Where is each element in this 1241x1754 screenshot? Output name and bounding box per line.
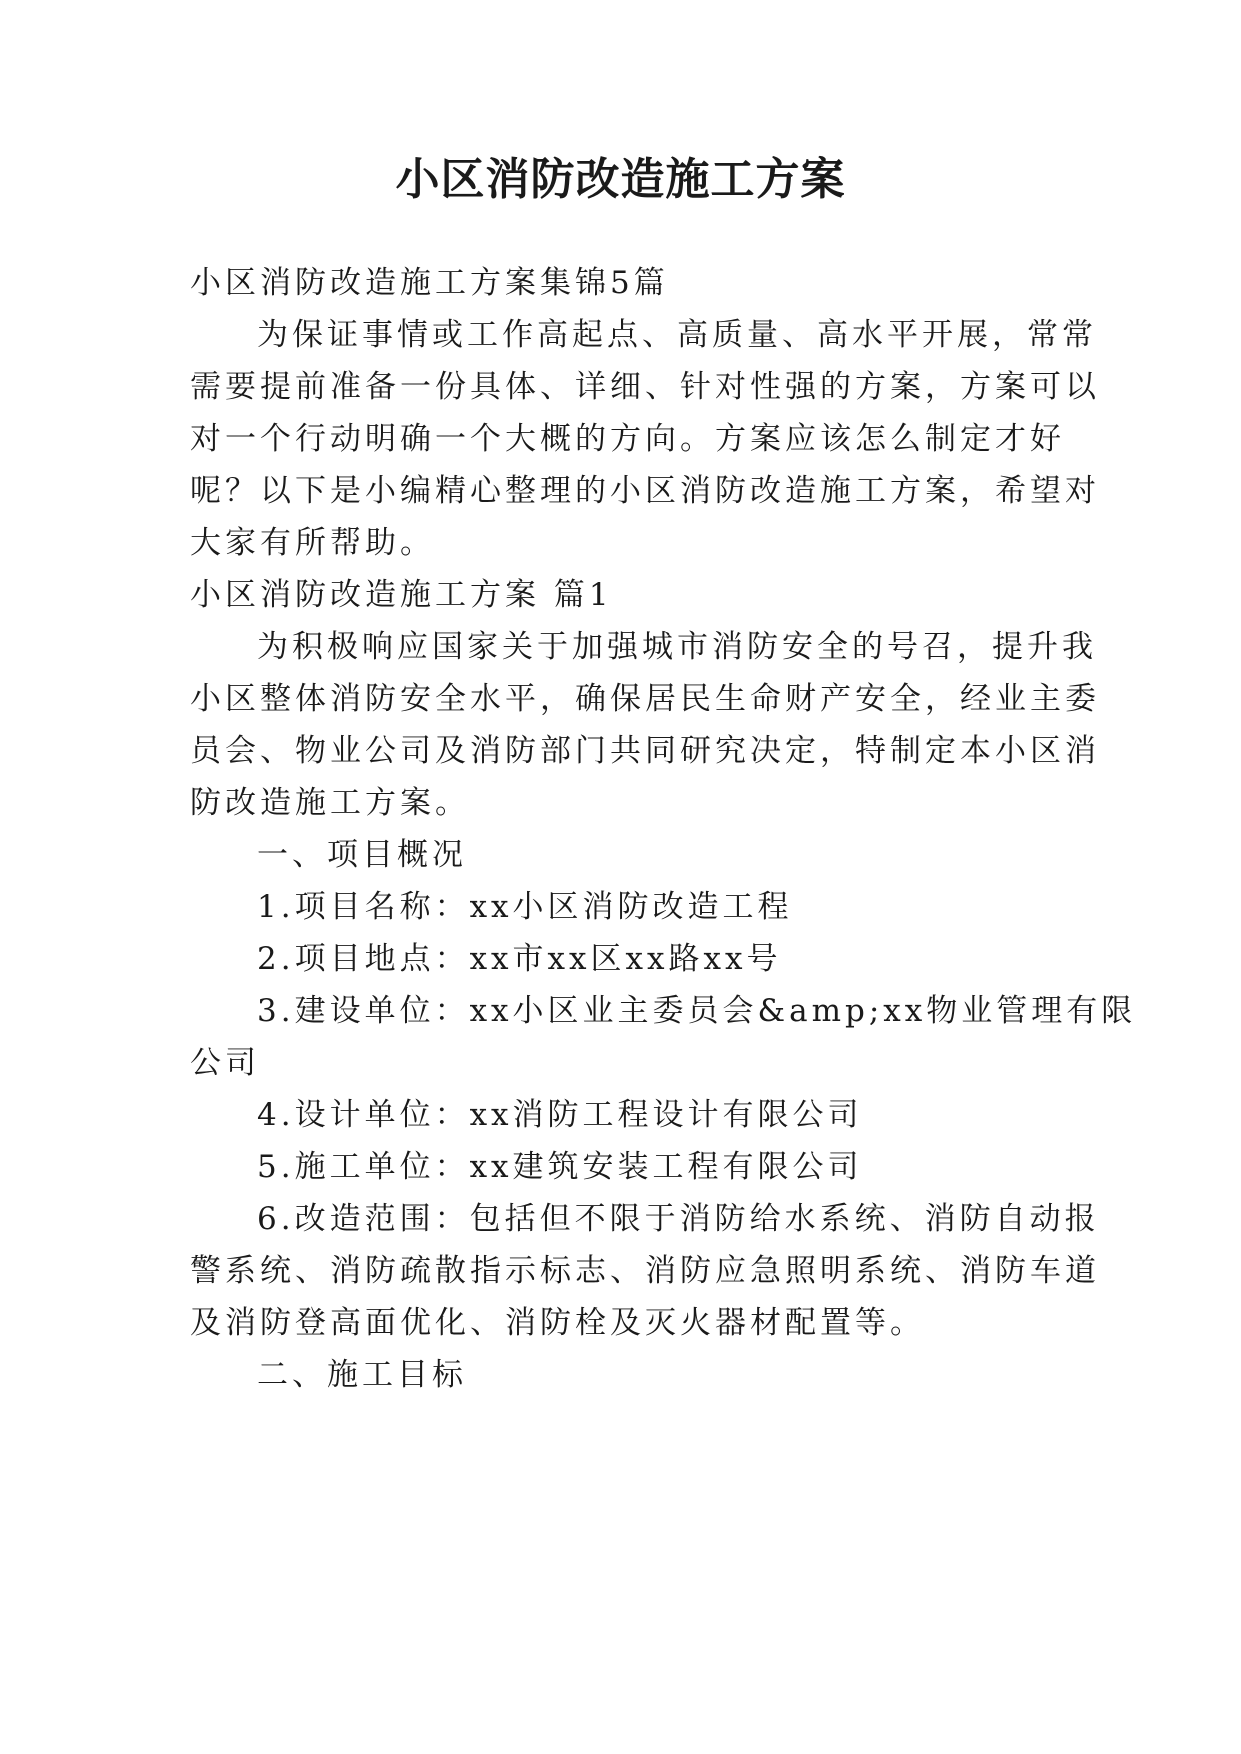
intro-line: 大家有所帮助。 <box>190 525 435 561</box>
list-item: 2.项目地点：xx市xx区xx路xx号 <box>257 941 782 977</box>
intro-line: 呢？以下是小编精心整理的小区消防改造施工方案，希望对 <box>190 473 1100 509</box>
body-line: 防改造施工方案。 <box>190 785 470 821</box>
list-item-continuation: 公司 <box>190 1045 260 1081</box>
intro-line: 对一个行动明确一个大概的方向。方案应该怎么制定才好 <box>190 421 1065 457</box>
intro-line: 需要提前准备一份具体、详细、针对性强的方案，方案可以 <box>190 369 1100 405</box>
document-title: 小区消防改造施工方案 <box>395 154 846 205</box>
subheading-construction-goals: 二、施工目标 <box>257 1357 467 1393</box>
body-line: 为积极响应国家关于加强城市消防安全的号召，提升我 <box>257 629 1097 665</box>
body-line: 小区整体消防安全水平，确保居民生命财产安全，经业主委 <box>190 681 1100 717</box>
collection-heading: 小区消防改造施工方案集锦5篇 <box>190 265 669 301</box>
section-heading-part1: 小区消防改造施工方案 篇1 <box>190 577 613 613</box>
list-item: 3.建设单位：xx小区业主委员会&amp;xx物业管理有限 <box>257 993 1137 1029</box>
intro-line: 为保证事情或工作高起点、高质量、高水平开展，常常 <box>257 317 1097 353</box>
body-line: 员会、物业公司及消防部门共同研究决定，特制定本小区消 <box>190 733 1100 769</box>
list-item: 5.施工单位：xx建筑安装工程有限公司 <box>257 1149 863 1185</box>
list-item-continuation: 警系统、消防疏散指示标志、消防应急照明系统、消防车道 <box>190 1253 1100 1289</box>
list-item: 4.设计单位：xx消防工程设计有限公司 <box>257 1097 863 1133</box>
list-item-continuation: 及消防登高面优化、消防栓及灭火器材配置等。 <box>190 1305 925 1341</box>
list-item: 1.项目名称：xx小区消防改造工程 <box>257 889 793 925</box>
subheading-project-overview: 一、项目概况 <box>257 837 467 873</box>
list-item: 6.改造范围：包括但不限于消防给水系统、消防自动报 <box>257 1201 1100 1237</box>
